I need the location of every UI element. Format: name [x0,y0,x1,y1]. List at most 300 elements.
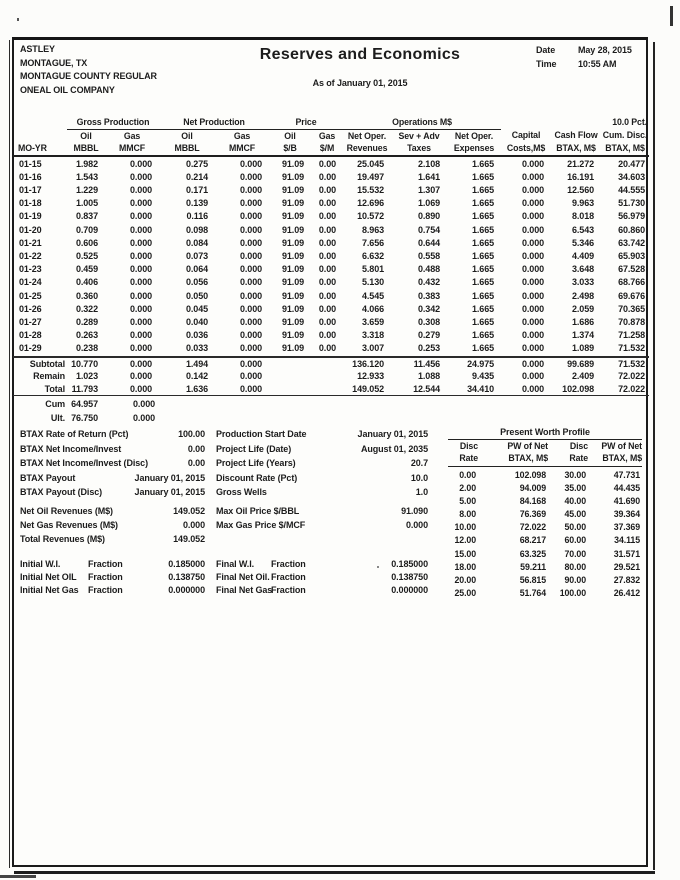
interest-fractions-block [20,559,432,599]
cell: 0.459 [75,264,98,275]
cell: 0.000 [129,303,153,314]
stat-value: January 01, 2015 [357,429,428,439]
cell: 0.00 [318,343,337,354]
cell: 16.191 [567,171,595,182]
column-header: Net Oper. [347,130,387,141]
stat-value: 0.000 [182,519,205,530]
cell: 0.342 [417,303,441,314]
pwp-row [448,561,642,574]
cell: 0.238 [75,343,98,354]
cell: 91.09 [281,184,305,195]
cell [269,357,311,371]
summary-row [13,357,649,371]
month-row [13,290,649,303]
stat-value: August 01, 2035 [360,443,428,454]
cell: 9.435 [471,371,495,382]
month-row [13,342,649,356]
stat-value: 0.138750 [391,572,428,583]
cell: 3.648 [571,264,595,275]
cell: 0.000 [521,184,545,195]
present-worth-table [448,440,642,600]
cell: 69.676 [618,290,646,301]
stat-value: 149.052 [173,506,205,516]
scan-edge-line [14,871,655,874]
cell: 1.088 [417,371,441,382]
cell: 76.750 [71,412,98,423]
stat-label: Gross Wells [216,487,267,498]
scan-artifact [0,875,36,878]
cell: 0.000 [132,412,156,423]
pwp-row [448,495,642,508]
cell: 0.000 [129,237,153,248]
column-header: MBBL [159,142,215,156]
cell: 2.498 [571,290,595,301]
cell: 1.665 [471,330,495,341]
cell: 40.00 [564,496,586,507]
cell: 50.00 [564,522,586,533]
cell: 0.00 [318,198,337,209]
revenues-stats-block [20,506,432,547]
cell: 0.322 [75,303,98,314]
cell [311,370,343,383]
cell: 45.00 [564,509,586,520]
cell: 0.00 [318,158,337,169]
group-discount-pct: 10.0 Pct. [612,117,648,128]
cell: 01-23 [19,264,42,275]
cell: 0.383 [417,290,441,301]
cell: 91.09 [281,277,305,288]
cell: 12.00 [454,535,476,546]
cell: 27.832 [613,574,640,585]
cell: 76.369 [519,509,546,520]
cell: 0.000 [239,211,263,222]
cell: 72.022 [519,522,546,533]
stat-value: 0.00 [187,458,205,469]
cell: 136.120 [343,357,391,371]
cell: 1.069 [417,198,441,209]
cell: 1.229 [75,184,98,195]
group-net-production: Net Production [159,116,269,129]
cell: 0.00 [318,211,337,222]
cell: 1.023 [75,371,98,382]
cell: 3.033 [571,277,595,288]
cum-row [13,396,649,412]
cell: 47.731 [613,470,640,480]
cell: 0.000 [239,184,263,195]
column-header: Taxes [391,142,447,156]
pwp-row [448,587,642,600]
cell: 29.521 [613,561,640,572]
cell: 0.000 [239,250,263,261]
stat-label: BTAX Rate of Return (Pct) [20,429,129,439]
cell: 65.903 [618,250,646,261]
pwp-row [448,574,642,587]
stat-value: 0.000 [405,519,428,530]
cell: 31.571 [613,548,640,559]
column-header: Oil [181,130,193,141]
cell: 0.00 [318,250,337,261]
cell: 91.09 [281,171,305,182]
cell: 0.000 [129,330,153,341]
cell: 01-27 [19,316,42,327]
cell: 0.000 [521,224,545,235]
cell: 0.139 [185,198,209,209]
cell: 4.545 [361,290,385,301]
cell: 7.656 [361,237,385,248]
pwp-row [448,548,642,561]
cell: 91.09 [281,264,305,275]
stat-value: January 01, 2015 [134,472,205,483]
cell: 9.963 [571,198,595,209]
cell: 20.00 [454,574,476,585]
cell: 0.000 [239,237,263,248]
cell: 19.497 [357,171,385,182]
cell: 0.000 [239,264,263,275]
cell: 01-20 [19,224,42,235]
cell: 20.477 [618,158,646,169]
cell: 0.289 [75,316,98,327]
cell: 91.09 [281,330,305,341]
cell: 0.000 [105,357,159,371]
cell: 71.532 [601,357,649,371]
cell: 68.217 [519,535,546,546]
pwp-rows [448,467,642,600]
cell: 0.036 [185,330,209,341]
cell: 39.364 [613,509,640,520]
month-row [13,210,649,223]
cell: 24.975 [447,357,501,371]
cell: 0.00 [318,171,337,182]
cell: 91.09 [281,198,305,209]
group-operations: Operations M$ [343,116,501,129]
cell: 0.000 [129,343,153,354]
cell: 63.742 [618,237,646,248]
cell: 12.560 [567,184,595,195]
reserves-economics-table [13,116,649,425]
cell [269,383,311,396]
cell: 3.318 [361,330,385,341]
cell [311,357,343,371]
cell: 1.005 [75,198,98,209]
present-worth-profile-panel [448,427,642,600]
pwp-row [448,467,642,483]
cell: 60.00 [564,535,586,546]
cell: 01-16 [19,171,42,182]
cell: 0.644 [417,237,441,248]
column-header: MO-YR [13,142,67,156]
month-row [13,237,649,250]
cell: 5.346 [571,237,595,248]
cell: 1.665 [471,264,495,275]
cell: 0.000 [239,158,263,169]
column-header [13,129,67,142]
cell: 0.406 [75,277,98,288]
cell: 44.555 [618,184,646,195]
scan-artifact [670,6,673,26]
cell: 91.09 [281,343,305,354]
stats-row [20,487,432,502]
cell: 56.815 [519,574,546,585]
column-header: Oil [284,130,296,141]
time-label: Time [536,59,557,69]
cell: 1.665 [471,343,495,354]
cell: 37.369 [613,522,640,533]
cell: 0.000 [239,171,263,182]
group-header-row [13,116,649,129]
stat-label: Total Revenues (M$) [20,533,105,544]
cell: 0.890 [417,211,441,222]
cell: 0.000 [521,371,545,382]
cell: 2.108 [417,158,441,169]
column-header: BTAX, M$ [551,142,601,156]
cell: 0.000 [239,303,263,314]
cell: 11.793 [67,383,105,396]
stat-label: Discount Rate (Pct) [216,472,298,483]
cell: 0.000 [521,237,545,248]
cell: 0.171 [185,184,209,195]
month-row [13,171,649,184]
stats-row [20,506,432,520]
cell: 0.116 [186,211,209,222]
cell: 4.409 [571,250,595,261]
stat-sublabel: Fraction [88,585,123,596]
stat-label: Net Oil Revenues (M$) [20,506,113,516]
pwp-pw-header: PW of Net BTAX, M$ [478,440,548,467]
stats-row [20,473,432,488]
cell: 0.000 [239,371,263,382]
month-row [13,197,649,210]
column-header: MMCF [105,142,159,156]
stat-sublabel: Fraction [271,585,306,596]
cell: 0.000 [129,171,153,182]
cell: 0.000 [239,343,263,354]
cell: 01-17 [19,184,42,195]
column-header: Net Oper. [454,130,494,141]
summary-rows [13,357,649,396]
cell: 01-25 [19,290,42,301]
stat-label: Final W.I. [216,559,255,569]
stat-label: BTAX Payout (Disc) [20,487,103,498]
cell: 5.801 [361,264,385,275]
cell: 51.730 [618,198,646,209]
cell: 0.253 [417,343,441,354]
cell: 0.000 [501,383,551,396]
cell: 0.709 [75,224,98,235]
cell: 0.000 [129,198,153,209]
cell: 01-24 [19,277,42,288]
cell: 35.00 [564,483,586,494]
date-time-block [536,43,656,71]
cell: 1.665 [471,303,495,314]
cell: 0.073 [185,250,209,261]
cell: 11.456 [391,357,447,371]
cell: 5.130 [361,277,385,288]
stat-sublabel: Fraction [271,572,306,583]
cell: 1.374 [571,330,595,341]
cell: 0.000 [129,184,153,195]
cell: 71.258 [618,330,646,341]
cell: 91.09 [281,290,305,301]
cell: 94.009 [519,483,546,494]
cell: 6.543 [571,224,595,235]
stats-row [20,572,432,585]
cell: 0.000 [215,383,269,396]
cell: 0.360 [75,290,98,301]
cell: 0.000 [521,250,545,261]
cell: 80.00 [564,561,586,572]
stat-label: BTAX Net Income/Invest [20,443,122,454]
cell: 0.033 [185,343,209,354]
cell [269,370,311,383]
cell: 0.000 [521,290,545,301]
column-header: Oil [80,130,92,141]
stat-label: Final Net Gas [216,585,273,596]
cell: 1.641 [417,171,441,182]
cell: 0.000 [239,277,263,288]
cell: 0.045 [185,303,209,314]
cell [311,383,343,396]
stat-value: 0.185000 [391,559,428,569]
cell: 1.636 [159,383,215,396]
cell: 56.979 [618,211,646,222]
cell: 01-19 [19,211,42,222]
cell: 1.665 [471,224,495,235]
column-header: Gas [318,130,336,141]
cell: 2.409 [571,371,595,382]
cell: 0.00 [318,237,337,248]
cell: 0.525 [75,250,98,261]
cell: 0.214 [185,171,209,182]
cell: 0.275 [185,158,209,169]
spacer-cell [501,116,601,129]
stat-label: Initial W.I. [20,559,61,569]
cell: 8.963 [361,224,385,235]
cell: 0.000 [521,198,545,209]
column-header: $/M [311,142,343,156]
cell: 70.365 [618,303,646,314]
cell: 0.000 [129,250,153,261]
cell: 51.764 [519,587,546,598]
column-header: Cash Flow [554,130,598,141]
stat-label: Final Net Oil. [216,572,270,583]
cell: 91.09 [281,158,305,169]
company-line: ONEAL OIL COMPANY [20,84,115,95]
stats-row [20,559,432,572]
company-line: MONTAGUE, TX [20,57,88,68]
cell: 0.084 [185,237,209,248]
cell: 8.00 [459,509,476,520]
cell: Ult. [50,412,65,423]
cell: 70.878 [618,316,646,327]
stat-value: 0.138750 [168,572,205,583]
cell: 8.018 [571,211,595,222]
scan-artifact [17,18,19,21]
stat-label: Max Oil Price $/BBL [216,506,300,516]
cell: 0.000 [239,224,263,235]
cell: 0.754 [417,224,441,235]
stat-sublabel: Fraction [271,559,306,569]
btax-stats-block [20,429,432,502]
cell: 60.860 [618,224,646,235]
pwp-disc-rate-header: Disc Rate [448,440,478,467]
cell: 1.665 [471,316,495,327]
date-value: May 28, 2015 [578,45,632,55]
summary-row [13,383,649,396]
stats-row [20,429,432,444]
cell: 0.00 [318,316,337,327]
cum-row [13,412,649,425]
cell: 12.544 [391,383,447,396]
cell: 10.572 [357,211,385,222]
cell: 1.665 [471,158,495,169]
present-worth-title: Present Worth Profile [448,427,642,440]
pwp-row [448,482,642,495]
pwp-row [448,534,642,547]
stat-label: Net Gas Revenues (M$) [20,519,118,530]
stat-value: 0.000000 [168,585,205,596]
cell: 59.211 [520,561,546,572]
cell: 0.432 [417,277,441,288]
stat-value: 149.052 [173,533,205,544]
stat-label: Project Life (Years) [216,458,296,469]
as-of-date: As of January 01, 2015 [312,78,408,88]
stat-label: Initial Net Gas [20,585,79,596]
cell: 99.689 [551,357,601,371]
cell: 0.00 [318,184,337,195]
cell: 0.000 [521,264,545,275]
column-header: MMCF [215,142,269,156]
cell: 67.528 [618,264,646,275]
cell: 18.00 [454,561,476,572]
column-header: BTAX, M$ [601,142,649,156]
cell: 6.632 [361,250,385,261]
cell: 1.089 [571,343,595,354]
cell: 68.766 [618,277,646,288]
column-header: Revenues [343,142,391,156]
pwp-row [448,508,642,521]
cell: 1.665 [471,171,495,182]
cell: 0.040 [185,316,209,327]
month-row [13,303,649,316]
cell: 102.098 [514,470,546,480]
cell: 70.00 [564,548,586,559]
pwp-pw-header: PW of Net BTAX, M$ [588,440,642,467]
month-row [13,276,649,289]
cell: 34.115 [614,535,640,546]
cell: 0.000 [521,277,545,288]
summary-row [13,370,649,383]
cell: 1.665 [471,184,495,195]
cell: 149.052 [343,383,391,396]
cell: 0.308 [417,316,441,327]
report-title: Reserves and Economics [259,46,461,63]
cell: 0.000 [239,316,263,327]
cell: 01-18 [19,198,42,209]
month-row [13,329,649,342]
cell: 102.098 [551,383,601,396]
cell: 15.00 [454,548,476,559]
spacer-cell [13,116,67,129]
cell: 2.00 [459,483,476,494]
cell: 0.000 [129,224,153,235]
cell: 0.142 [185,371,209,382]
cell: 1.543 [75,171,98,182]
cell: 0.837 [75,211,98,222]
cell: 0.064 [185,264,209,275]
time-value: 10:55 AM [578,59,617,69]
cell: 0.000 [521,171,545,182]
cell: 0.279 [417,330,441,341]
